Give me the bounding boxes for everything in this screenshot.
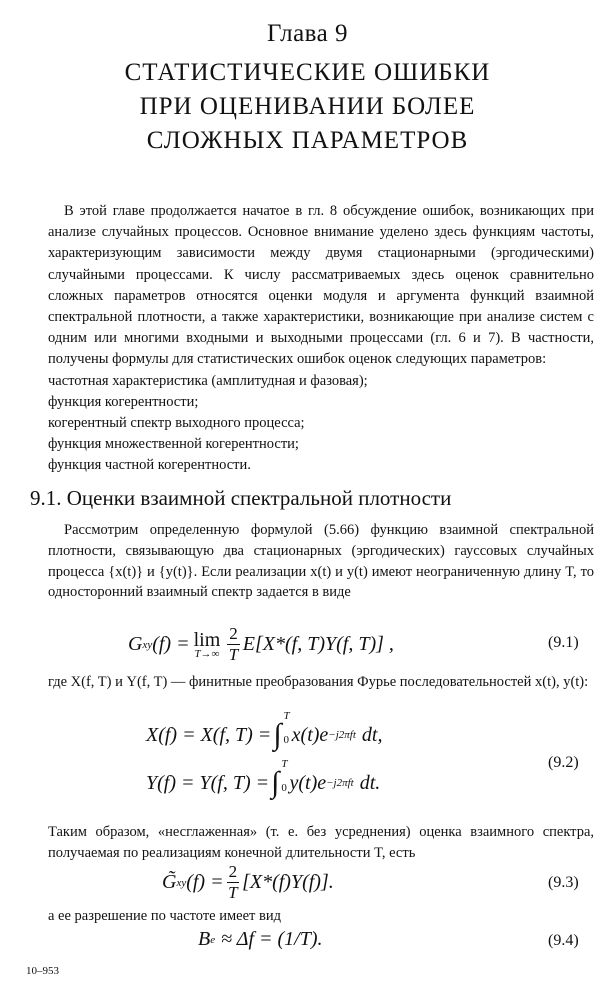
list-item: функция множественной когерентности;: [48, 436, 299, 453]
list-item: функция частной когерентности.: [48, 457, 251, 474]
equation-number-9-2: (9.2): [548, 754, 579, 771]
list-item: частотная характеристика (амплитудная и фазовая);: [48, 372, 368, 389]
equation-9-3: [162, 862, 334, 903]
eq1-fraction: [227, 624, 240, 665]
eq2a-body: x(t)e: [291, 723, 329, 746]
equation-9-2-x: [146, 710, 383, 752]
eq1-lim: [194, 629, 221, 660]
eq3-fraction: [227, 862, 240, 903]
eq4-lhs-sub: e: [210, 933, 216, 946]
eq3-lhs: G̃: [162, 871, 177, 893]
section-paragraph-2: где X(f, T) и Y(f, T) — финитные преобразования Фурье последовательностей x(t), y(t):: [48, 674, 589, 690]
section-heading: 9.1. Оценки взаимной спектральной плотности: [30, 486, 452, 510]
equation-number-9-1: (9.1): [548, 634, 579, 651]
eq1-lhs-sub: xy: [142, 638, 153, 651]
eq2b-limits: [281, 758, 288, 794]
eq1-lhs: G: [128, 633, 143, 655]
equation-9-2-y: [146, 758, 381, 800]
integral-sign: ∫: [273, 718, 282, 751]
eq2a-lhs: X(f) = X(f, T) =: [146, 723, 272, 746]
eq4-lhs: B: [198, 928, 211, 950]
eq2a-int-top: T: [283, 710, 290, 722]
integral-sign: ∫: [271, 766, 280, 799]
list-item: функция когерентности;: [48, 393, 199, 410]
eq3-lhs-sub: xy: [176, 876, 187, 889]
parameter-list: [48, 371, 594, 477]
eq1-frac-den: T: [228, 645, 239, 664]
equation-number-9-3: (9.3): [548, 874, 579, 891]
chapter-title-line-3: СЛОЖНЫХ ПАРАМЕТРОВ: [146, 127, 469, 154]
section-paragraph-3: Таким образом, «несглаженная» (т. е. без усреднения) оценка взаимного спектра, получаемая по реализациям конечной длительности T, есть: [48, 824, 594, 861]
section-paragraph-1: Рассмотрим определенную формулой (5.66) функцию взаимной спектральной плотности, связывающую два стационарных (эргодических) гауссовых случайных процесса {x(t)} и {y(t)}. Если реализации x(t) и y(t) имеют неограниченную длину T, то односторонний взаимный спектр задается в виде: [48, 522, 594, 601]
chapter-title: [0, 56, 615, 158]
eq2b-exp: −j2πft: [326, 777, 354, 789]
eq2a-exp: −j2πft: [328, 729, 356, 741]
eq2b-tail: dt.: [359, 771, 381, 794]
eq2a-limits: [283, 710, 290, 746]
signature-mark: 10–953: [26, 965, 59, 977]
intro-paragraph: В этой главе продолжается начатое в гл. 8 обсуждение ошибок, возникающих при анализе случайных процессов. Основное внимание уделено здесь функциям частоты, характеризующим зависимости между двумя стационарными (эргодическими) случайными процессами. К числу рассматриваемых здесь оценок сравнительно сложных параметров относятся оценки модуля и аргумента функций взаимной спектральной плотности, а также характеристики, возникающие при анализе систем с одним или многими входными и выходными процессами (гл. 6 и 7). В частности, получены формулы для статистических ошибок оценок следующих параметров:: [48, 203, 594, 368]
equation-number-9-4: (9.4): [548, 932, 579, 949]
chapter-label: Глава 9: [267, 20, 348, 47]
chapter-title-line-1: СТАТИСТИЧЕСКИЕ ОШИБКИ: [124, 59, 491, 86]
eq2b-lhs: Y(f) = Y(f, T) =: [146, 771, 270, 794]
eq3-frac-num: 2: [228, 862, 238, 881]
eq4-rhs: ≈ Δf = (1/T).: [221, 928, 323, 950]
equation-9-1: [128, 624, 394, 665]
eq1-lim-sub: T→∞: [194, 648, 220, 660]
eq1-frac-num: 2: [229, 624, 238, 643]
eq3-rhs: [X*(f)Y(f)].: [242, 871, 334, 893]
chapter-title-line-2: ПРИ ОЦЕНИВАНИИ БОЛЕЕ: [139, 93, 476, 120]
section-paragraph-4: а ее разрешение по частоте имеет вид: [48, 908, 281, 924]
eq1-rhs: E[X*(f, T)Y(f, T)] ,: [242, 633, 394, 655]
eq1-lim-word: lim: [193, 629, 221, 651]
eq3-arg: (f) =: [186, 871, 224, 893]
equation-9-4: [198, 928, 323, 951]
chapter-intro: [48, 201, 594, 477]
eq2b-body: y(t)e: [289, 771, 327, 794]
eq2b-int-bot: 0: [281, 782, 287, 794]
eq1-arg: (f) =: [152, 633, 190, 655]
eq3-frac-den: T: [228, 883, 238, 902]
eq2a-int-bot: 0: [283, 734, 290, 746]
eq2a-tail: dt,: [361, 723, 383, 746]
list-item: когерентный спектр выходного процесса;: [48, 415, 305, 432]
eq2b-int-top: T: [281, 758, 288, 770]
